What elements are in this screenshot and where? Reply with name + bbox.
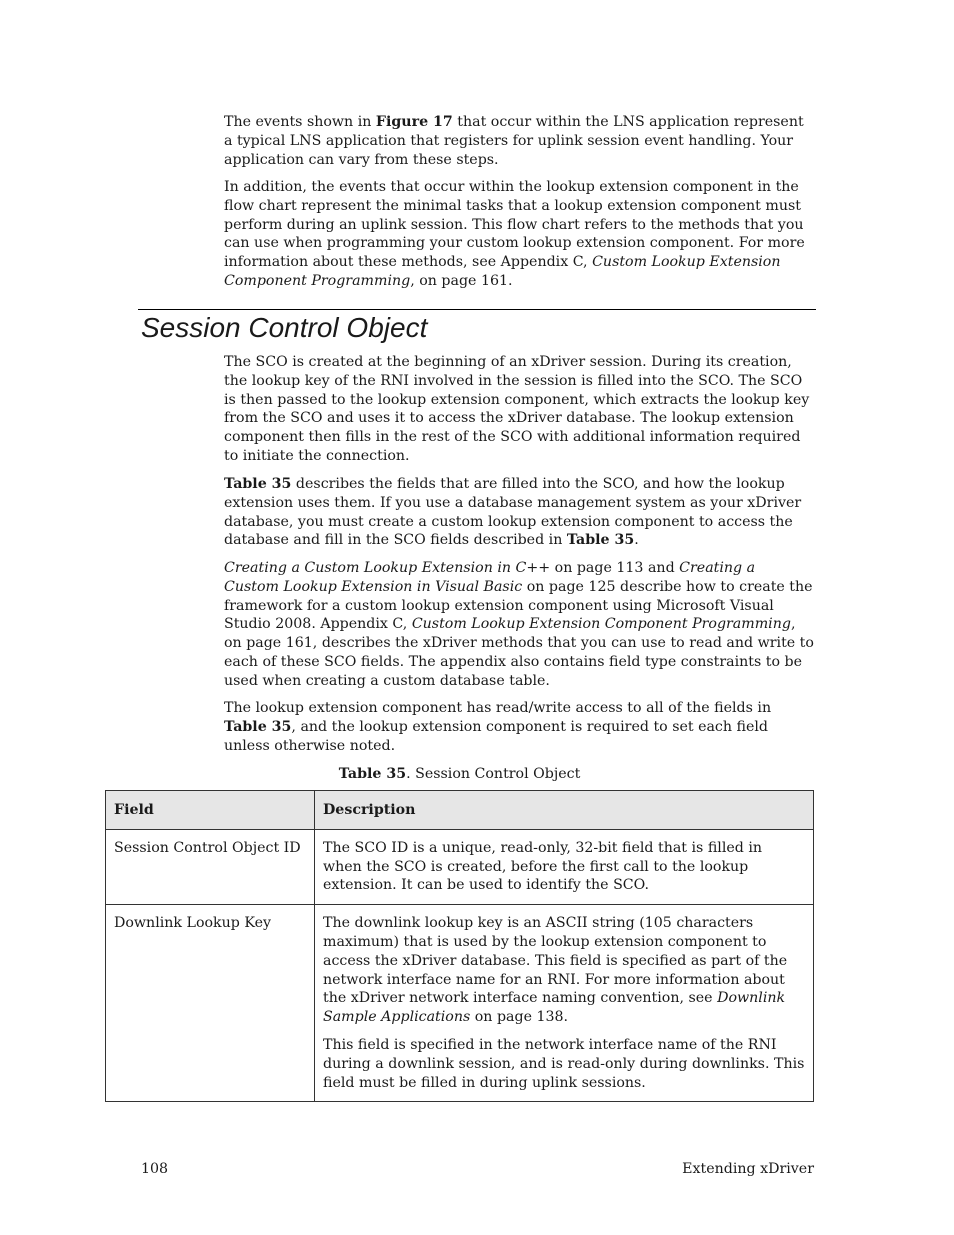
header-description: Description	[315, 791, 814, 830]
chapter-title: Extending xDriver	[682, 1161, 814, 1177]
table-row	[106, 829, 814, 904]
intro-paragraph-1: The events shown in Figure 17 that occur within the LNS application represent a typical LNS application that registers for uplink session event handling. Your application can vary from these steps.	[224, 114, 804, 168]
appendix-reference: Custom Lookup Extension Component Programming	[224, 254, 781, 289]
field-cell: Downlink Lookup Key	[106, 905, 315, 1102]
section-paragraph-3: Creating a Custom Lookup Extension in C++ on page 113 and Creating a Custom Lookup Extension in Visual Basic on page 125 describe how to create the framework for a custom lookup extension component using Microsoft Visual Studio 2008. Appendix C, Custom Lookup Extension Component Programming, on page 161, describes the xDriver methods that you can use to read and write to each of these SCO fields. The appendix also contains field type constraints to be used when creating a custom database table.	[224, 560, 814, 689]
table-caption: Table 35. Session Control Object	[338, 766, 581, 782]
figure-reference: Figure 17	[375, 114, 453, 130]
intro-paragraph-2: In addition, the events that occur within the lookup extension component in the flow chart represent the minimal tasks that a lookup extension component must perform during an uplink session. This flow chart refers to the methods that you can use when programming your custom lookup extension component. For more information about these methods, see Appendix C, Custom Lookup Extension Component Programming, on page 161.	[224, 179, 805, 289]
section-paragraph-4: The lookup extension component has read/write access to all of the fields in Table 35, and the lookup extension component is required to set each field unless otherwise noted.	[224, 700, 772, 754]
vb-reference: Creating a Custom Lookup Extension in Visual Basic	[224, 560, 756, 595]
sample-apps-reference: Downlink Sample Applications	[323, 990, 786, 1026]
field-cell: Session Control Object ID	[106, 829, 315, 904]
table-header-row	[106, 791, 814, 830]
table-reference: Table 35	[224, 718, 292, 735]
section-paragraph-2: Table 35 describes the fields that are filled into the SCO, and how the lookup extension uses them. If you use a database management system as your xDriver database, you must create a custom lookup extension component to access the database and fill in the SCO fields described in Table 35.	[224, 476, 802, 549]
section-divider	[138, 309, 816, 310]
table-reference: Table 35	[224, 476, 292, 492]
section-heading: Session Control Object	[141, 312, 428, 343]
section-paragraph-1: The SCO is created at the beginning of an xDriver session. During its creation, the lookup key of the RNI involved in the session is filled into the SCO. The SCO is then passed to the lookup extension component, which extracts the lookup key from the SCO and uses it to access the xDriver database. The lookup extension component then fills in the rest of the SCO with additional information required to initiate the connection.	[224, 354, 810, 464]
cpp-reference: Creating a Custom Lookup Extension in C++	[224, 560, 551, 576]
table-reference: Table 35	[566, 532, 635, 549]
header-field: Field	[106, 791, 315, 830]
session-control-object-table	[105, 790, 814, 1102]
description-cell: The SCO ID is a unique, read-only, 32-bit field that is filled in when the SCO is created, before the first call to the lookup extension. It can be used to identify the SCO.	[315, 829, 814, 904]
page-number: 108	[141, 1161, 169, 1177]
description-cell: The downlink lookup key is an ASCII string (105 characters maximum) that is used by the lookup extension component to access the xDriver database. This field is specified as part of the network interface name for an RNI. For more information about the xDriver network interface naming convention, see Downlink Sample Applications on page 138. This field is specified in the network interface name of the RNI during a downlink session, and is read-only during downlinks. This field must be filled in during uplink sessions.	[315, 905, 814, 1102]
table-row	[106, 905, 814, 1102]
appendix-reference: Custom Lookup Extension Component Programming	[411, 616, 791, 633]
